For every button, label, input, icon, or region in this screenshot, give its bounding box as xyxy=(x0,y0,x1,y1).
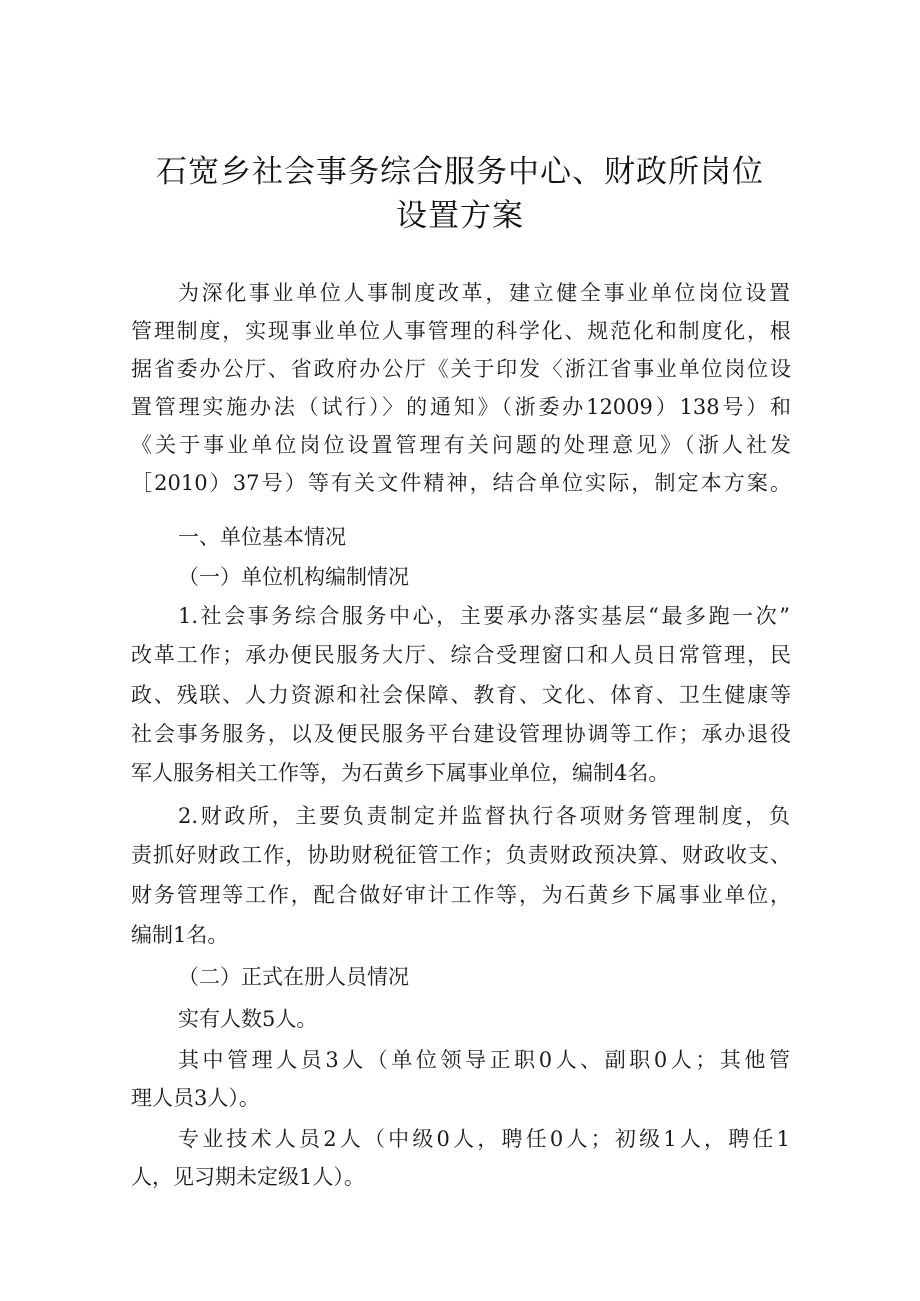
body-line: 社会事务服务，以及便民服务平台建设管理协调等工作；承办退役 xyxy=(131,722,791,746)
subsection-heading: （一）单位机构编制情况 xyxy=(178,565,409,589)
body-line: 军人服务相关工作等，为石黄乡下属事业单位，编制4名。 xyxy=(131,761,670,785)
body-line: 责抓好财政工作，协助财税征管工作；负责财政预决算、财政收支、 xyxy=(131,843,791,867)
document-title-line-1: 石宽乡社会事务综合服务中心、财政所岗位 xyxy=(156,154,764,190)
document-title-line-2: 设置方案 xyxy=(396,198,524,234)
body-line: 其中管理人员3人（单位领导正职0人、副职0人；其他管 xyxy=(178,1048,790,1072)
body-line: 财务管理等工作，配合做好审计工作等，为石黄乡下属事业单位， xyxy=(131,883,791,907)
body-line: 政、残联、人力资源和社会保障、教育、文化、体育、卫生健康等 xyxy=(131,683,791,707)
body-line: 置管理实施办法（试行）〉的通知》（浙委办12009）138号）和 xyxy=(131,395,791,419)
body-line: 实有人数5人。 xyxy=(178,1007,318,1031)
body-line: 理人员3人）。 xyxy=(131,1086,260,1110)
body-line: 《关于事业单位岗位设置管理有关问题的处理意见》（浙人社发 xyxy=(131,433,791,457)
body-line: 为深化事业单位人事制度改革，建立健全事业单位岗位设置 xyxy=(178,281,790,305)
body-line: 1.社会事务综合服务中心，主要承办落实基层“最多跑一次” xyxy=(178,604,790,628)
body-line: 2.财政所，主要负责制定并监督执行各项财务管理制度，负 xyxy=(178,804,790,828)
body-line: 专业技术人员2人（中级0人，聘任0人；初级1人，聘任1 xyxy=(178,1127,790,1151)
body-line: 改革工作；承办便民服务大厅、综合受理窗口和人员日常管理，民 xyxy=(131,643,791,667)
body-line: 管理制度，实现事业单位人事管理的科学化、规范化和制度化，根 xyxy=(131,319,791,343)
body-line: 人，见习期未定级1人）。 xyxy=(131,1165,365,1189)
body-line: ［2010）37号）等有关文件精神，结合单位实际，制定本方案。 xyxy=(131,471,791,495)
subsection-heading: （二）正式在册人员情况 xyxy=(178,965,409,989)
body-line: 编制1名。 xyxy=(131,923,229,947)
body-line: 据省委办公厅、省政府办公厅《关于印发〈浙江省事业单位岗位设 xyxy=(131,357,791,381)
section-heading: 一、单位基本情况 xyxy=(178,525,346,549)
